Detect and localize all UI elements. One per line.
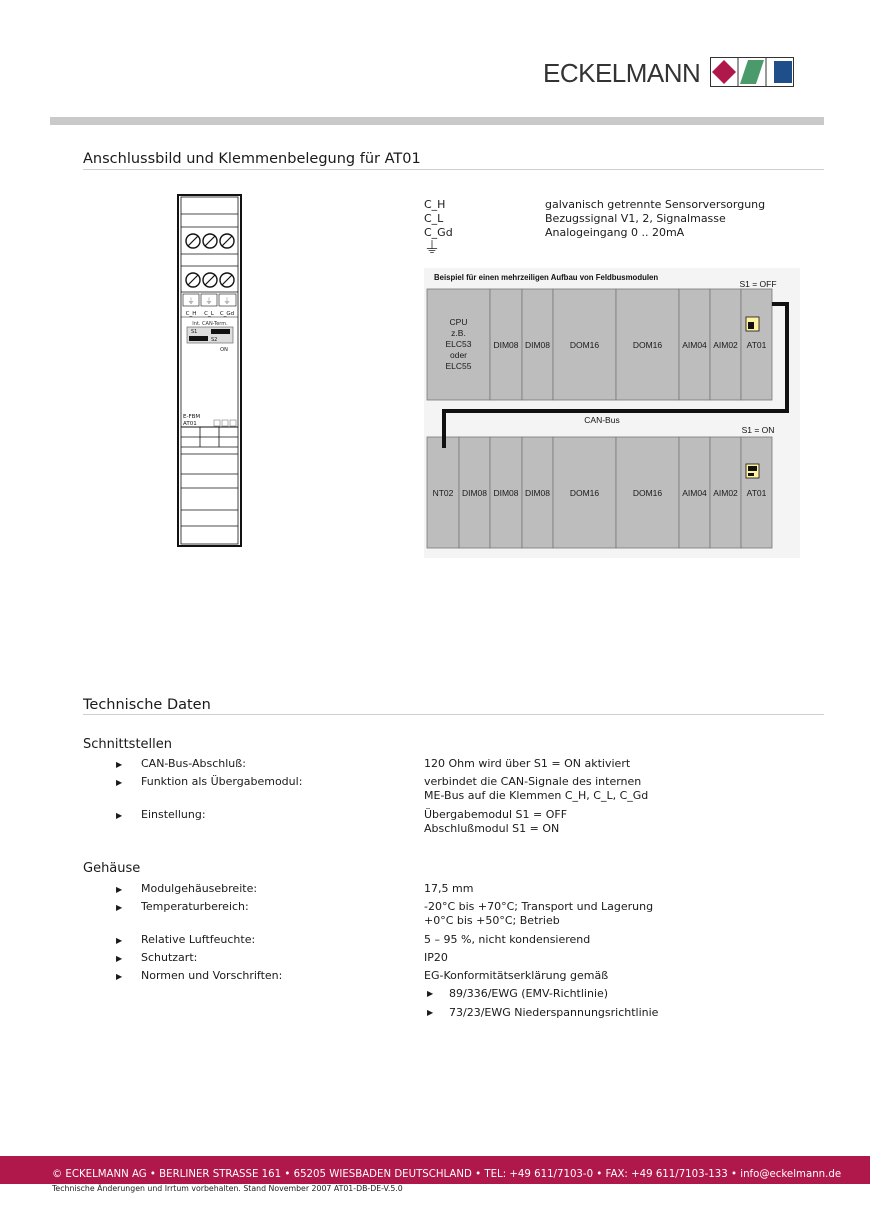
screw-terminal-icon bbox=[186, 273, 234, 287]
module-label: DIM08 bbox=[524, 340, 551, 350]
bullet-arrow-icon: ▶ bbox=[116, 760, 123, 769]
spec-label: Funktion als Übergabemodul: bbox=[141, 775, 303, 788]
spec-label: Normen und Vorschriften: bbox=[141, 969, 283, 982]
cpu-label: CPU bbox=[449, 317, 468, 327]
bullet-arrow-icon: ▶ bbox=[116, 972, 123, 981]
module-label: DIM08 bbox=[493, 488, 519, 498]
subsection-title-housing: Gehäuse bbox=[83, 861, 141, 876]
module-label: DOM16 bbox=[569, 340, 600, 350]
s1-off-label: S1 = OFF bbox=[739, 279, 777, 289]
module-label: DIM08 bbox=[461, 488, 488, 498]
spec-row bbox=[116, 808, 836, 836]
cpu-label: oder bbox=[449, 350, 468, 360]
bullet-arrow-icon: ▶ bbox=[116, 811, 123, 820]
cpu-label: z.B. bbox=[451, 328, 466, 338]
spec-value: -20°C bis +70°C; Transport und Lagerung bbox=[424, 900, 654, 913]
svg-text:⏚: ⏚ bbox=[187, 297, 195, 305]
svg-text:⏚: ⏚ bbox=[205, 297, 213, 305]
terminal-name: C_Gd bbox=[424, 226, 453, 239]
header-divider bbox=[50, 117, 824, 125]
spec-value: ME-Bus auf die Klemmen C_H, C_L, C_Gd bbox=[424, 789, 649, 802]
spec-subrow bbox=[116, 1006, 836, 1024]
section-title-tech: Technische Daten bbox=[83, 697, 211, 713]
module-drawing bbox=[176, 194, 244, 548]
spec-subvalue: 89/336/EWG (EMV-Richtlinie) bbox=[449, 987, 609, 1000]
switch-label-s2: S2 bbox=[211, 337, 218, 343]
spec-value: 17,5 mm bbox=[424, 882, 474, 895]
spec-value: 5 – 95 %, nicht kondensierend bbox=[424, 933, 591, 946]
section-rule bbox=[83, 169, 824, 170]
bullet-arrow-icon: ▶ bbox=[116, 778, 123, 787]
spec-value: IP20 bbox=[424, 951, 448, 964]
switch-on-label: ON bbox=[220, 347, 228, 353]
footer-note: Technische Änderungen und Irrtum vorbehalten. Stand November 2007 AT01-DB-DE-V.5.0 bbox=[52, 1184, 403, 1193]
cpu-label: ELC53 bbox=[445, 339, 472, 349]
switch-off-icon bbox=[746, 317, 759, 331]
section-rule bbox=[83, 714, 824, 715]
spec-row bbox=[116, 900, 836, 933]
svg-text:⏚: ⏚ bbox=[223, 297, 231, 305]
module-label: DIM08 bbox=[524, 488, 551, 498]
can-term-label: Int. CAN-Term. bbox=[192, 321, 228, 327]
switch-label-s1: S1 bbox=[191, 329, 198, 335]
terminal-desc: Analogeingang 0 .. 20mA bbox=[545, 226, 685, 239]
can-bus-label: CAN-Bus bbox=[584, 415, 620, 425]
terminal-label: C_L bbox=[204, 311, 214, 317]
bullet-arrow-icon: ▶ bbox=[116, 903, 123, 912]
module-label: DIM08 bbox=[493, 340, 519, 350]
module-row-1 bbox=[427, 289, 772, 400]
interfaces-list bbox=[116, 757, 836, 836]
spec-row bbox=[116, 757, 836, 775]
module-label: AIM04 bbox=[682, 340, 707, 350]
module-label: NT02 bbox=[432, 488, 454, 498]
screw-terminal-icon bbox=[186, 234, 234, 248]
section-title-connection: Anschlussbild und Klemmenbelegung für AT01 bbox=[83, 151, 421, 167]
housing-list bbox=[116, 882, 836, 1024]
bullet-arrow-icon: ▶ bbox=[427, 989, 434, 998]
spec-value: Übergabemodul S1 = OFF bbox=[424, 808, 568, 821]
spec-subvalue: 73/23/EWG Niederspannungsrichtlinie bbox=[449, 1006, 659, 1019]
bullet-arrow-icon: ▶ bbox=[116, 954, 123, 963]
spec-row bbox=[116, 951, 836, 969]
s1-on-label: S1 = ON bbox=[741, 425, 775, 435]
spec-subrow bbox=[116, 987, 836, 1006]
module-label: AT01 bbox=[746, 488, 767, 498]
module-label: AT01 bbox=[746, 340, 767, 350]
bullet-arrow-icon: ▶ bbox=[427, 1008, 434, 1017]
subsection-title-interfaces: Schnittstellen bbox=[83, 737, 173, 752]
module-label: DOM16 bbox=[632, 340, 663, 350]
terminal-row bbox=[424, 226, 685, 240]
terminal-label: C_Gd bbox=[219, 311, 235, 317]
spec-label: Modulgehäusebreite: bbox=[141, 882, 258, 895]
terminal-label: C_H bbox=[185, 311, 197, 317]
spec-value: EG-Konformitätserklärung gemäß bbox=[424, 969, 609, 982]
terminal-row bbox=[424, 212, 726, 226]
spec-label: Schutzart: bbox=[141, 951, 198, 964]
terminal-row bbox=[424, 198, 766, 212]
bus-diagram bbox=[424, 268, 800, 558]
spec-label: CAN-Bus-Abschluß: bbox=[141, 757, 246, 770]
module-label: DOM16 bbox=[632, 488, 663, 498]
module-row-2 bbox=[427, 437, 772, 548]
terminal-table bbox=[424, 198, 766, 257]
spec-row bbox=[116, 775, 836, 808]
terminal-name: C_H bbox=[424, 198, 446, 211]
footer-address: © ECKELMANN AG • BERLINER STRASSE 161 • 65205 WIESBADEN DEUTSCHLAND • TEL: +49 611/7103-0 • FAX: +49 611/7103-133 • info@eckelmann.de bbox=[52, 1169, 842, 1180]
diagram-title: Beispiel für einen mehrzeiligen Aufbau von Feldbusmodulen bbox=[434, 273, 659, 282]
spec-value: Abschlußmodul S1 = ON bbox=[424, 822, 560, 835]
spec-label: Einstellung: bbox=[141, 808, 206, 821]
model-label: AT01 bbox=[183, 421, 197, 427]
terminal-desc: Bezugssignal V1, 2, Signalmasse bbox=[545, 212, 726, 225]
module-label: AIM02 bbox=[713, 340, 738, 350]
terminal-name: C_L bbox=[424, 212, 444, 225]
spec-label: Temperaturbereich: bbox=[141, 900, 249, 913]
spec-row bbox=[116, 882, 836, 900]
bullet-arrow-icon: ▶ bbox=[116, 936, 123, 945]
spec-value: 120 Ohm wird über S1 = ON aktiviert bbox=[424, 757, 631, 770]
bullet-arrow-icon: ▶ bbox=[116, 885, 123, 894]
cpu-label: ELC55 bbox=[445, 361, 472, 371]
spec-row bbox=[116, 933, 836, 951]
spec-label: Relative Luftfeuchte: bbox=[141, 933, 256, 946]
module-label: DOM16 bbox=[569, 488, 600, 498]
switch-on-icon bbox=[746, 464, 759, 478]
terminal-desc: galvanisch getrennte Sensorversorgung bbox=[545, 198, 766, 211]
brand-logo-icon bbox=[710, 57, 794, 87]
module-label: AIM02 bbox=[713, 488, 738, 498]
spec-value: verbindet die CAN-Signale des internen bbox=[424, 775, 642, 788]
ground-icon: ⏚ bbox=[424, 238, 441, 257]
model-label: E-FBM bbox=[183, 414, 201, 420]
module-label: AIM04 bbox=[682, 488, 707, 498]
spec-value: +0°C bis +50°C; Betrieb bbox=[424, 914, 560, 927]
spec-row bbox=[116, 969, 836, 987]
brand-name: ECKELMANN bbox=[543, 58, 701, 88]
